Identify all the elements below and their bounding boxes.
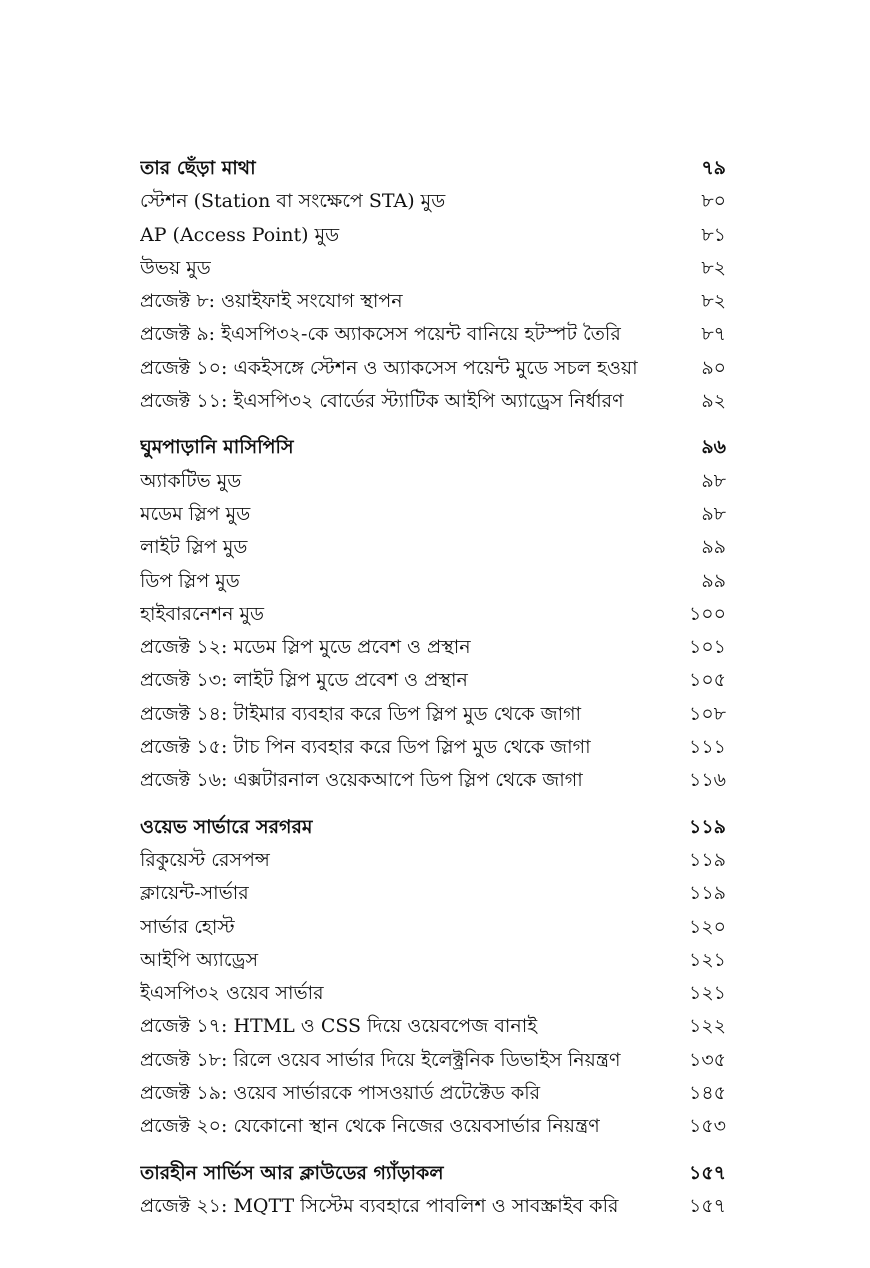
toc-entry — [140, 731, 726, 764]
entry-title: প্রজেক্ট ১৪: টাইমার ব্যবহার করে ডিপ স্লিপ মুড থেকে জাগা — [140, 702, 582, 725]
toc-entry — [140, 698, 726, 731]
page-number: ৯৬ — [701, 436, 726, 459]
toc-entry — [140, 498, 726, 531]
entry-title: AP (Access Point) মুড — [140, 223, 340, 246]
entry-title: লাইট স্লিপ মুড — [140, 536, 248, 559]
entry-title: প্রজেক্ট ১৮: রিলে ওয়েব সার্ভার দিয়ে ইলেক্ট্রনিক ডিভাইস নিয়ন্ত্রণ — [140, 1048, 621, 1071]
page-number: ৯৯ — [701, 569, 726, 592]
page-number: ১০০ — [688, 602, 726, 625]
entry-title: হাইবারনেশন মুড — [140, 602, 265, 625]
toc-entry — [140, 465, 726, 498]
toc-section — [140, 1157, 726, 1224]
page-number: ১১৯ — [689, 815, 726, 838]
page-number: ৮০ — [701, 190, 726, 213]
toc-entry — [140, 385, 726, 418]
page-number: ১৪৫ — [689, 1082, 726, 1105]
page-number: ১২১ — [688, 982, 726, 1005]
page-number: ১১৯ — [689, 882, 726, 905]
toc-entry — [140, 664, 726, 697]
toc-entry — [140, 631, 726, 664]
entry-title: প্রজেক্ট ১৫: টাচ পিন ব্যবহার করে ডিপ স্লিপ মুড থেকে জাগা — [140, 736, 591, 759]
toc-entry — [140, 1077, 726, 1110]
page-number: ৮৭ — [701, 323, 726, 346]
page-number: ৯০ — [701, 356, 726, 379]
entry-title: স্টেশন (Station বা সংক্ষেপে STA) মুড — [140, 190, 446, 213]
toc-entry — [140, 252, 726, 285]
entry-title: প্রজেক্ট ১০: একইসঙ্গে স্টেশন ও অ্যাকসেস পয়েন্ট মুডে সচল হওয়া — [140, 356, 638, 379]
page-number: ১৫৭ — [688, 1161, 726, 1184]
entry-title: প্রজেক্ট ১৬: এক্সটারনাল ওয়েকআপে ডিপ স্লিপ থেকে জাগা — [140, 769, 583, 792]
page-number: ১৩৫ — [688, 1048, 726, 1071]
toc-entry — [140, 911, 726, 944]
entry-title: সার্ভার হোস্ট — [140, 915, 235, 938]
page-number: ১৫৩ — [688, 1115, 726, 1138]
entry-title: অ্যাকটিভ মুড — [140, 469, 242, 492]
section-title: তারহীন সার্ভিস আর ক্লাউডের গ্যাঁড়াকল — [140, 1161, 444, 1184]
table-of-contents — [140, 152, 726, 1236]
toc-entry — [140, 977, 726, 1010]
toc-entry — [140, 1190, 726, 1223]
entry-title: মডেম স্লিপ মুড — [140, 502, 251, 525]
page-number: ৮১ — [701, 223, 726, 246]
section-title: ওয়েভ সার্ভারে সরগরম — [140, 815, 313, 838]
entry-title: ক্লায়েন্ট-সার্ভার — [140, 882, 249, 905]
toc-entry — [140, 1010, 726, 1043]
toc-entry — [140, 764, 726, 797]
entry-title: প্রজেক্ট ২০: যেকোনো স্থান থেকে নিজের ওয়েবসার্ভার নিয়ন্ত্রণ — [140, 1115, 600, 1138]
section-heading — [140, 431, 726, 464]
entry-title: প্রজেক্ট ২১: MQTT সিস্টেম ব্যবহারে পাবলিশ ও সাবস্ক্রাইব করি — [140, 1194, 619, 1217]
toc-entry — [140, 318, 726, 351]
section-title: তার ছেঁড়া মাথা — [140, 157, 256, 179]
toc-section — [140, 152, 726, 418]
toc-entry — [140, 531, 726, 564]
entry-title: ডিপ স্লিপ মুড — [140, 569, 240, 592]
page-number: ৯৮ — [701, 469, 726, 492]
entry-title: প্রজেক্ট ১৭: HTML ও CSS দিয়ে ওয়েবপেজ বানাই — [140, 1015, 538, 1038]
toc-section — [140, 431, 726, 797]
toc-entry — [140, 565, 726, 598]
page-number: ১০৮ — [688, 702, 726, 725]
section-heading — [140, 1157, 726, 1190]
toc-entry — [140, 185, 726, 218]
toc-entry — [140, 844, 726, 877]
page-number: ১০৫ — [688, 669, 726, 692]
page-number: ১০১ — [688, 636, 726, 659]
entry-title: উভয় মুড — [140, 256, 211, 279]
entry-title: প্রজেক্ট ১৯: ওয়েব সার্ভারকে পাসওয়ার্ড প্রটেক্টেড করি — [140, 1082, 541, 1105]
toc-entry — [140, 352, 726, 385]
page-number: ১১৬ — [688, 769, 726, 792]
page-number: ৯২ — [701, 390, 726, 413]
page-number: ৮২ — [701, 290, 726, 313]
page-number: ৮২ — [701, 256, 726, 279]
entry-title: প্রজেক্ট ১৩: লাইট স্লিপ মুডে প্রবেশ ও প্রস্থান — [140, 669, 468, 692]
entry-title: প্রজেক্ট ১১: ইএসপি৩২ বোর্ডের স্ট্যাটিক আইপি অ্যাড্রেস নির্ধারণ — [140, 390, 624, 413]
entry-title: আইপি অ্যাড্রেস — [140, 948, 259, 971]
section-title: ঘুমপাড়ানি মাসিপিসি — [140, 436, 294, 459]
toc-entry — [140, 219, 726, 252]
page-number: ১৫৭ — [688, 1194, 726, 1217]
page-number: ১২০ — [688, 915, 726, 938]
page-number: ৯৯ — [701, 536, 726, 559]
toc-entry — [140, 598, 726, 631]
page-number: ১১১ — [689, 736, 726, 759]
toc-entry — [140, 877, 726, 910]
toc-section — [140, 811, 726, 1144]
section-heading — [140, 152, 726, 185]
entry-title: ইএসপি৩২ ওয়েব সার্ভার — [140, 982, 324, 1005]
entry-title: প্রজেক্ট ৯: ইএসপি৩২-কে অ্যাকসেস পয়েন্ট বানিয়ে হটস্পট তৈরি — [140, 323, 621, 346]
page-number: ৯৮ — [701, 502, 726, 525]
page-number: ৭৯ — [701, 157, 726, 179]
page-number: ১১৯ — [689, 848, 726, 871]
toc-entry — [140, 1110, 726, 1143]
toc-entry — [140, 285, 726, 318]
page-number: ১২১ — [688, 948, 726, 971]
section-heading — [140, 811, 726, 844]
entry-title: প্রজেক্ট ১২: মডেম স্লিপ মুডে প্রবেশ ও প্রস্থান — [140, 636, 471, 659]
toc-entry — [140, 1044, 726, 1077]
page-number: ১২২ — [688, 1015, 726, 1038]
entry-title: রিকুয়েস্ট রেসপন্স — [140, 848, 270, 871]
toc-entry — [140, 944, 726, 977]
entry-title: প্রজেক্ট ৮: ওয়াইফাই সংযোগ স্থাপন — [140, 290, 403, 313]
